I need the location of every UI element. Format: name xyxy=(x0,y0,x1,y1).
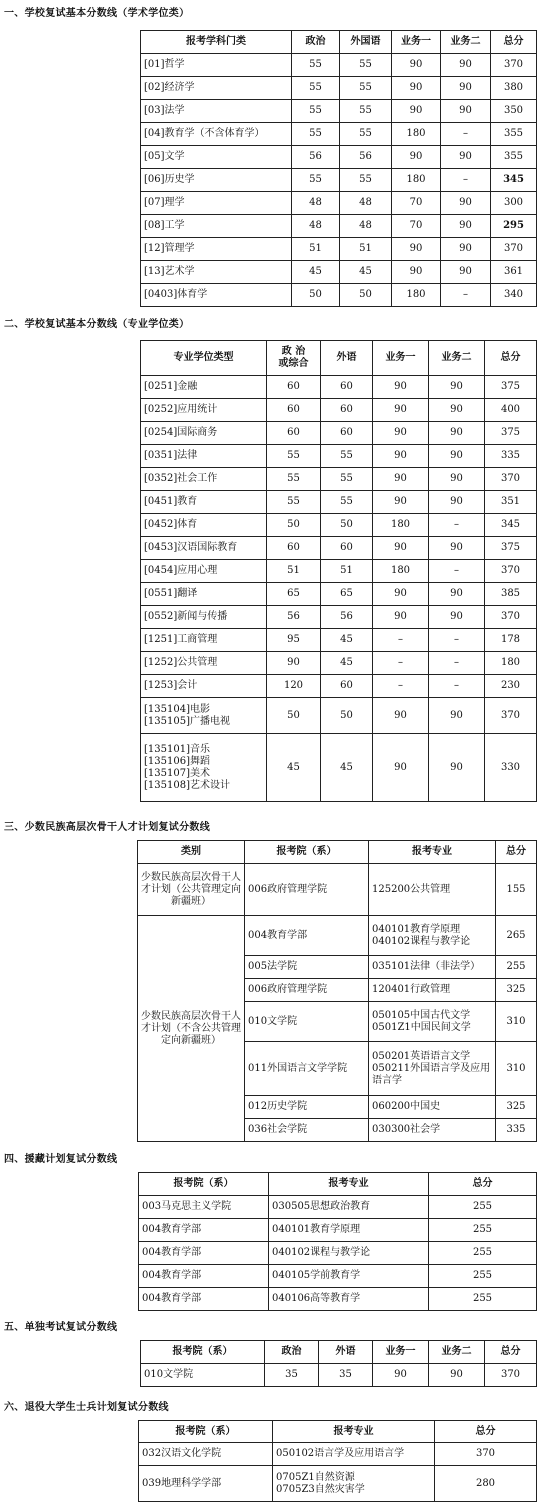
cell: 361 xyxy=(491,261,537,284)
col-header: 业务一 xyxy=(373,1341,429,1364)
col-header: 类别 xyxy=(138,841,245,864)
cell: – xyxy=(429,675,485,698)
cell: 010文学院 xyxy=(245,1002,369,1042)
cell: [0454]应用心理 xyxy=(141,560,267,583)
cell: 120401行政管理 xyxy=(369,979,496,1002)
col-header: 政治 xyxy=(292,31,340,54)
cell: 370 xyxy=(491,238,537,261)
col-header: 外国语 xyxy=(340,31,392,54)
col-header: 业务二 xyxy=(429,1341,485,1364)
cell: 040106高等教育学 xyxy=(269,1288,429,1311)
cell: 45 xyxy=(321,734,373,802)
table-row xyxy=(141,238,537,261)
cell: [0451]教育 xyxy=(141,491,267,514)
cell: 35 xyxy=(319,1364,373,1387)
table-row xyxy=(138,864,537,916)
cell: 004教育学部 xyxy=(245,916,369,956)
cell: 012历史学院 xyxy=(245,1096,369,1119)
table-row xyxy=(141,445,537,468)
cell: 48 xyxy=(340,192,392,215)
cell: 380 xyxy=(491,77,537,100)
cell: 51 xyxy=(321,560,373,583)
cell: [1252]公共管理 xyxy=(141,652,267,675)
col-header: 业务二 xyxy=(441,31,491,54)
table-row xyxy=(141,1364,537,1387)
cell: 335 xyxy=(485,445,537,468)
col-header: 业务一 xyxy=(392,31,441,54)
cell: 255 xyxy=(429,1265,537,1288)
cell: 010文学院 xyxy=(141,1364,265,1387)
col-header: 业务二 xyxy=(429,341,485,376)
cell: [08]工学 xyxy=(141,215,292,238)
col-header: 专业学位类型 xyxy=(141,341,267,376)
cell: [0252]应用统计 xyxy=(141,399,267,422)
cell: 036社会学院 xyxy=(245,1119,369,1142)
cell: 55 xyxy=(321,468,373,491)
cell: 55 xyxy=(292,54,340,77)
cell: [1253]会计 xyxy=(141,675,267,698)
cell: 90 xyxy=(429,491,485,514)
cell: – xyxy=(429,514,485,537)
cell: 180 xyxy=(373,560,429,583)
cell: 70 xyxy=(392,192,441,215)
cell: 90 xyxy=(392,238,441,261)
section-3-title: 三、少数民族高层次骨干人才计划复试分数线 xyxy=(4,822,210,833)
cell: 50 xyxy=(321,698,373,734)
col-header: 总分 xyxy=(485,341,537,376)
table-row xyxy=(141,652,537,675)
cell: 050105中国古代文学 0501Z1中国民间文学 xyxy=(369,1002,496,1042)
cell: 280 xyxy=(435,1466,537,1502)
cell: 335 xyxy=(496,1119,537,1142)
cell: 51 xyxy=(292,238,340,261)
table-row xyxy=(141,606,537,629)
cell: 56 xyxy=(321,606,373,629)
table-row xyxy=(141,583,537,606)
cell: 90 xyxy=(429,399,485,422)
category-cell: 少数民族高层次骨干人才计划（公共管理定向新疆班） xyxy=(138,864,245,916)
cell: 340 xyxy=(491,284,537,307)
cell: 90 xyxy=(429,1364,485,1387)
cell: 255 xyxy=(429,1288,537,1311)
cell: 370 xyxy=(485,560,537,583)
table-row xyxy=(139,1443,537,1466)
col-header: 政治 xyxy=(265,1341,319,1364)
cell: 90 xyxy=(373,445,429,468)
cell: 90 xyxy=(373,537,429,560)
cell: 255 xyxy=(496,956,537,979)
table-row xyxy=(141,514,537,537)
table-row xyxy=(141,100,537,123)
col-header: 外语 xyxy=(319,1341,373,1364)
cell: 55 xyxy=(340,54,392,77)
cell: 90 xyxy=(429,468,485,491)
cell: 370 xyxy=(485,606,537,629)
cell: 230 xyxy=(485,675,537,698)
col-header: 报考专业 xyxy=(269,1173,429,1196)
cell: 90 xyxy=(429,734,485,802)
col-header: 业务一 xyxy=(373,341,429,376)
table-row xyxy=(141,698,537,734)
cell: [0552]新闻与传播 xyxy=(141,606,267,629)
cell: 90 xyxy=(441,215,491,238)
cell: 55 xyxy=(292,100,340,123)
table-row xyxy=(141,77,537,100)
cell: 90 xyxy=(441,238,491,261)
table-row xyxy=(138,916,537,956)
table-row xyxy=(141,468,537,491)
section-1-title: 一、学校复试基本分数线（学术学位类） xyxy=(4,8,190,19)
cell: [06]历史学 xyxy=(141,169,292,192)
cell: 255 xyxy=(429,1242,537,1265)
cell: 355 xyxy=(491,123,537,146)
cell: 370 xyxy=(485,1364,537,1387)
cell: 60 xyxy=(321,376,373,399)
cell: [135101]音乐 [135106]舞蹈 [135107]美术 [135108]艺术设计 xyxy=(141,734,267,802)
cell: 060200中国史 xyxy=(369,1096,496,1119)
cell: [0254]国际商务 xyxy=(141,422,267,445)
cell: 45 xyxy=(292,261,340,284)
cell: 006政府管理学院 xyxy=(245,979,369,1002)
cell: [02]经济学 xyxy=(141,77,292,100)
cell: 55 xyxy=(267,468,321,491)
cell: 90 xyxy=(441,54,491,77)
cell: 295 xyxy=(491,215,537,238)
cell: 55 xyxy=(292,123,340,146)
cell: 180 xyxy=(485,652,537,675)
cell: 60 xyxy=(321,422,373,445)
cell: 90 xyxy=(441,261,491,284)
cell: 370 xyxy=(435,1443,537,1466)
section-2-title: 二、学校复试基本分数线（专业学位类） xyxy=(4,319,190,330)
cell: 60 xyxy=(267,376,321,399)
academic-degree-table xyxy=(140,30,537,307)
cell: 45 xyxy=(321,629,373,652)
cell: 178 xyxy=(485,629,537,652)
cell: 90 xyxy=(429,698,485,734)
cell: [0453]汉语国际教育 xyxy=(141,537,267,560)
table-row xyxy=(141,261,537,284)
cell: 011外国语言文学学院 xyxy=(245,1042,369,1096)
cell: 90 xyxy=(373,468,429,491)
cell: 50 xyxy=(267,514,321,537)
cell: 45 xyxy=(340,261,392,284)
section-6-title: 六、退役大学生士兵计划复试分数线 xyxy=(4,1402,169,1413)
col-header: 报考院（系） xyxy=(141,1341,265,1364)
cell: 55 xyxy=(340,100,392,123)
cell: 90 xyxy=(373,491,429,514)
cell: 55 xyxy=(321,491,373,514)
professional-degree-table xyxy=(140,340,537,802)
table-row xyxy=(141,192,537,215)
cell: 050201英语语言文学 050211外国语言学及应用语言学 xyxy=(369,1042,496,1096)
cell: 90 xyxy=(392,77,441,100)
category-cell: 少数民族高层次骨干人才计划（不含公共管理定向新疆班） xyxy=(138,916,245,1142)
cell: 60 xyxy=(267,399,321,422)
col-header: 外语 xyxy=(321,341,373,376)
col-header: 报考专业 xyxy=(273,1421,435,1443)
cell: 032汉语文化学院 xyxy=(139,1443,273,1466)
cell: 90 xyxy=(441,77,491,100)
cell: – xyxy=(429,560,485,583)
cell: 90 xyxy=(267,652,321,675)
cell: 039地理科学学部 xyxy=(139,1466,273,1502)
cell: 180 xyxy=(392,284,441,307)
cell: 90 xyxy=(429,583,485,606)
cell: – xyxy=(441,123,491,146)
table-row xyxy=(141,146,537,169)
table-row xyxy=(139,1219,537,1242)
cell: 90 xyxy=(373,734,429,802)
section-5-title: 五、单独考试复试分数线 xyxy=(4,1322,118,1333)
cell: [1251]工商管理 xyxy=(141,629,267,652)
cell: 375 xyxy=(485,422,537,445)
cell: 004教育学部 xyxy=(139,1242,269,1265)
cell: 006政府管理学院 xyxy=(245,864,369,916)
cell: [0352]社会工作 xyxy=(141,468,267,491)
cell: 50 xyxy=(321,514,373,537)
table-row xyxy=(141,629,537,652)
cell: 65 xyxy=(267,583,321,606)
cell: 90 xyxy=(392,54,441,77)
cell: – xyxy=(429,629,485,652)
cell: 60 xyxy=(321,399,373,422)
cell: 90 xyxy=(392,146,441,169)
cell: 45 xyxy=(267,734,321,802)
cell: 51 xyxy=(340,238,392,261)
cell: 56 xyxy=(292,146,340,169)
cell: [04]教育学（不含体育学） xyxy=(141,123,292,146)
cell: [13]艺术学 xyxy=(141,261,292,284)
cell: 004教育学部 xyxy=(139,1265,269,1288)
cell: [0403]体育学 xyxy=(141,284,292,307)
cell: 90 xyxy=(429,422,485,445)
cell: 330 xyxy=(485,734,537,802)
col-header: 总分 xyxy=(491,31,537,54)
cell: 90 xyxy=(429,537,485,560)
cell: [01]哲学 xyxy=(141,54,292,77)
cell: 50 xyxy=(340,284,392,307)
cell: 48 xyxy=(340,215,392,238)
cell: [0551]翻译 xyxy=(141,583,267,606)
col-header: 报考院（系） xyxy=(245,841,369,864)
cell: 51 xyxy=(267,560,321,583)
cell: 385 xyxy=(485,583,537,606)
cell: 310 xyxy=(496,1042,537,1096)
cell: 90 xyxy=(373,583,429,606)
cell: 90 xyxy=(373,399,429,422)
table-row xyxy=(139,1466,537,1502)
cell: – xyxy=(373,675,429,698)
table-row xyxy=(141,675,537,698)
table-row xyxy=(141,123,537,146)
cell: 90 xyxy=(373,606,429,629)
table-row xyxy=(141,54,537,77)
cell: 180 xyxy=(392,123,441,146)
cell: 400 xyxy=(485,399,537,422)
cell: 125200公共管理 xyxy=(369,864,496,916)
minority-plan-table xyxy=(137,840,537,1142)
cell: 48 xyxy=(292,192,340,215)
cell: – xyxy=(429,652,485,675)
table-row xyxy=(141,491,537,514)
cell: 55 xyxy=(267,491,321,514)
cell: 45 xyxy=(321,652,373,675)
cell: 370 xyxy=(485,698,537,734)
cell: 50 xyxy=(292,284,340,307)
cell: [03]法学 xyxy=(141,100,292,123)
cell: 90 xyxy=(392,261,441,284)
col-header: 报考院（系） xyxy=(139,1421,273,1443)
cell: 60 xyxy=(321,675,373,698)
table-row xyxy=(141,399,537,422)
cell: 55 xyxy=(321,445,373,468)
cell: [135104]电影 [135105]广播电视 xyxy=(141,698,267,734)
cell: 325 xyxy=(496,979,537,1002)
table-row xyxy=(141,537,537,560)
table-row xyxy=(141,734,537,802)
table-row xyxy=(139,1265,537,1288)
table-row xyxy=(139,1242,537,1265)
section-4-title: 四、援藏计划复试分数线 xyxy=(4,1154,118,1165)
cell: 55 xyxy=(292,169,340,192)
cell: – xyxy=(373,652,429,675)
cell: 040105学前教育学 xyxy=(269,1265,429,1288)
cell: 355 xyxy=(491,146,537,169)
cell: 90 xyxy=(373,422,429,445)
cell: 95 xyxy=(267,629,321,652)
cell: 55 xyxy=(267,445,321,468)
cell: 255 xyxy=(429,1196,537,1219)
cell: 120 xyxy=(267,675,321,698)
veteran-plan-table xyxy=(138,1420,537,1502)
cell: [07]理学 xyxy=(141,192,292,215)
cell: 90 xyxy=(429,376,485,399)
cell: 255 xyxy=(429,1219,537,1242)
table-row xyxy=(141,560,537,583)
cell: 90 xyxy=(429,445,485,468)
table-row xyxy=(139,1288,537,1311)
cell: 65 xyxy=(321,583,373,606)
cell: 351 xyxy=(485,491,537,514)
cell: 375 xyxy=(485,376,537,399)
cell: 265 xyxy=(496,916,537,956)
cell: 035101法律（非法学） xyxy=(369,956,496,979)
cell: 030300社会学 xyxy=(369,1119,496,1142)
col-header: 总分 xyxy=(435,1421,537,1443)
cell: – xyxy=(441,284,491,307)
col-header: 总分 xyxy=(485,1341,537,1364)
cell: 55 xyxy=(292,77,340,100)
cell: 370 xyxy=(485,468,537,491)
cell: 90 xyxy=(373,376,429,399)
cell: 90 xyxy=(392,100,441,123)
col-header: 总分 xyxy=(496,841,537,864)
cell: – xyxy=(373,629,429,652)
cell: 040101教育学原理 040102课程与教学论 xyxy=(369,916,496,956)
cell: 55 xyxy=(340,77,392,100)
table-row xyxy=(141,215,537,238)
cell: 48 xyxy=(292,215,340,238)
cell: 350 xyxy=(491,100,537,123)
col-header: 报考学科门类 xyxy=(141,31,292,54)
cell: 55 xyxy=(340,169,392,192)
cell: 345 xyxy=(485,514,537,537)
cell: 180 xyxy=(392,169,441,192)
cell: 90 xyxy=(441,192,491,215)
table-row xyxy=(141,376,537,399)
cell: 60 xyxy=(267,537,321,560)
cell: 70 xyxy=(392,215,441,238)
cell: [0452]体育 xyxy=(141,514,267,537)
col-header: 报考院（系） xyxy=(139,1173,269,1196)
table-row xyxy=(141,422,537,445)
cell: 030505思想政治教育 xyxy=(269,1196,429,1219)
cell: 040102课程与教学论 xyxy=(269,1242,429,1265)
cell: 90 xyxy=(441,146,491,169)
cell: 370 xyxy=(491,54,537,77)
col-header: 报考专业 xyxy=(369,841,496,864)
col-header: 总分 xyxy=(429,1173,537,1196)
cell: 005法学院 xyxy=(245,956,369,979)
cell: 56 xyxy=(267,606,321,629)
cell: 50 xyxy=(267,698,321,734)
cell: 300 xyxy=(491,192,537,215)
cell: 325 xyxy=(496,1096,537,1119)
cell: 375 xyxy=(485,537,537,560)
cell: 040101教育学原理 xyxy=(269,1219,429,1242)
cell: 050102语言学及应用语言学 xyxy=(273,1443,435,1466)
separate-exam-table xyxy=(140,1340,537,1387)
cell: 60 xyxy=(267,422,321,445)
cell: 004教育学部 xyxy=(139,1219,269,1242)
cell: 55 xyxy=(340,123,392,146)
cell: 60 xyxy=(321,537,373,560)
cell: 0705Z1自然资源 0705Z3自然灾害学 xyxy=(273,1466,435,1502)
table-row xyxy=(141,169,537,192)
cell: 004教育学部 xyxy=(139,1288,269,1311)
cell: 003马克思主义学院 xyxy=(139,1196,269,1219)
cell: [0351]法律 xyxy=(141,445,267,468)
cell: 345 xyxy=(491,169,537,192)
cell: 35 xyxy=(265,1364,319,1387)
table-row xyxy=(139,1196,537,1219)
col-header: 政 治 或综合 xyxy=(267,341,321,376)
tibet-plan-table xyxy=(138,1172,537,1311)
cell: 90 xyxy=(373,698,429,734)
table-row xyxy=(141,284,537,307)
cell: 56 xyxy=(340,146,392,169)
cell: [05]文学 xyxy=(141,146,292,169)
cell: 155 xyxy=(496,864,537,916)
cell: 90 xyxy=(429,606,485,629)
cell: – xyxy=(441,169,491,192)
cell: 90 xyxy=(373,1364,429,1387)
cell: [12]管理学 xyxy=(141,238,292,261)
cell: 90 xyxy=(441,100,491,123)
cell: [0251]金融 xyxy=(141,376,267,399)
cell: 180 xyxy=(373,514,429,537)
cell: 310 xyxy=(496,1002,537,1042)
